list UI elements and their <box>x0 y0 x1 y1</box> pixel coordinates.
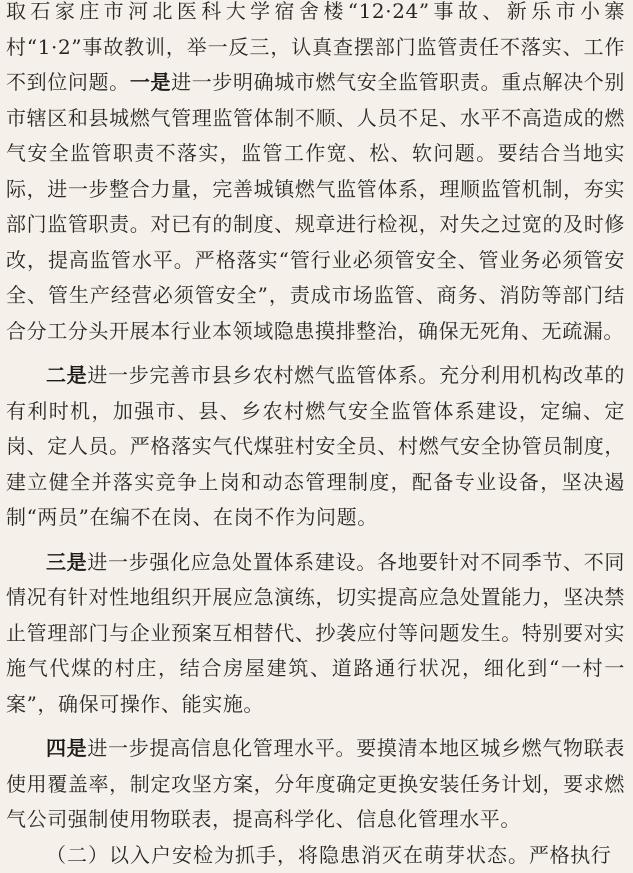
point-two-heading: 二是 <box>46 363 87 387</box>
paragraph-one-intro: 取石家庄市河北医科大学宿舍楼“12·24”事故、新乐市小寨村“1·2”事故教训，举一反三，认真查摆部门监管责任不落实、工作不到位问题。 <box>6 0 625 94</box>
paragraph-three <box>6 545 625 723</box>
section-two-heading: （二）以入户安检为抓手，将隐患消灭在萌芽状态。 <box>46 843 529 867</box>
paragraph-five <box>6 838 625 873</box>
paragraph-one <box>6 0 625 349</box>
point-one-heading: 一是 <box>130 70 171 94</box>
paragraph-four <box>6 731 625 838</box>
point-one-body: 进一步明确城市燃气安全监管职责。重点解决个别市辖区和县城燃气管理监管体制不顺、人员不足、水平不高造成的燃气安全监管职责不落实，监管工作宽、松、软问题。要结合当地实际，进一步整合力量，完善城镇燃气监管体系，理顺监管机制，夯实部门监管职责。对已有的制度、规章进行检视，对失之过宽的及时修改，提高监管水平。严格落实“管行业必须管安全、管业务必须管安全、管生产经营必须管安全”，责成市场监管、商务、消防等部门结合分工分头开展本行业本领域隐患摸排整治，确保无死角、无疏漏。 <box>6 70 625 343</box>
section-two-body: 严格执行 <box>529 843 611 867</box>
point-three-heading: 三是 <box>46 550 87 574</box>
point-four-body: 进一步提高信息化管理水平。要摸清本地区城乡燃气物联表使用覆盖率，制定攻坚方案，分年度确定更换安装任务计划，要求燃气公司强制使用物联表，提高科学化、信息化管理水平。 <box>6 736 625 831</box>
point-three-body: 进一步强化应急处置体系建设。各地要针对不同季节、不同情况有针对性地组织开展应急演练，切实提高应急处置能力，坚决禁止管理部门与企业预案互相替代、抄袭应付等问题发生。特别要对实施气代煤的村庄，结合房屋建筑、道路通行状况，细化到“一村一案”，确保可操作、能实施。 <box>6 550 625 716</box>
paragraph-two <box>6 358 625 536</box>
point-four-heading: 四是 <box>46 736 87 760</box>
point-two-body: 进一步完善市县乡农村燃气监管体系。充分利用机构改革的有利时机，加强市、县、乡农村燃气安全监管体系建设，定编、定岗、定人员。严格落实气代煤驻村安全员、村燃气安全协管员制度，建立健全并落实竞争上岗和动态管理制度，配备专业设备，坚决遏制“两员”在编不在岗、在岗不作为问题。 <box>6 363 625 529</box>
